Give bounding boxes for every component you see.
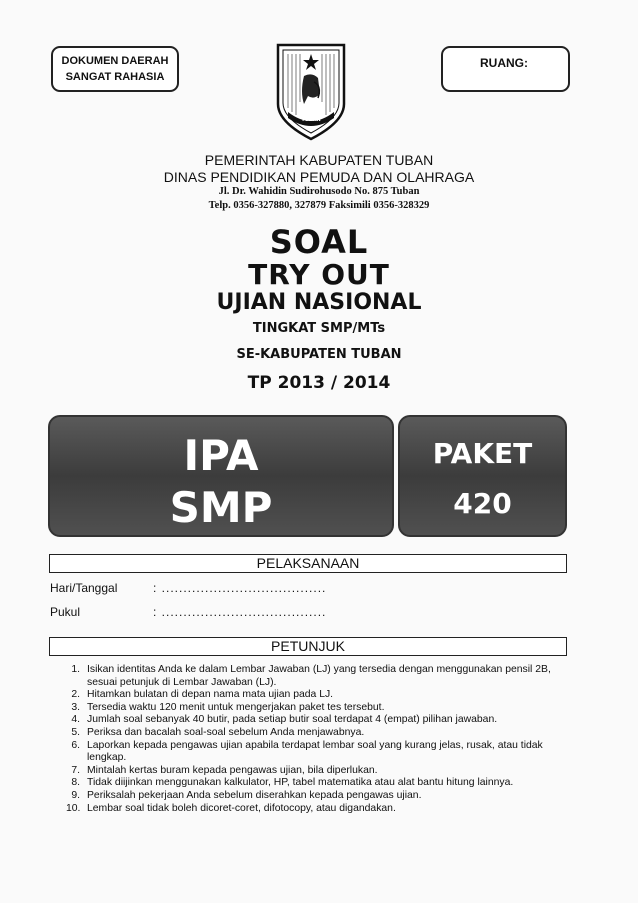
confidential-line-2: SANGAT RAHASIA xyxy=(65,71,165,83)
subject-name: IPA xyxy=(183,431,259,480)
time-label: Pukul xyxy=(50,605,81,619)
list-item: 7. Mintalah kertas buram kepada pengawas ujian, bila diperlukan. xyxy=(71,764,378,776)
regency-seal-icon xyxy=(274,42,348,142)
list-item: 2. Hitamkan bulatan di depan nama mata ujian pada LJ. xyxy=(71,689,334,701)
title-try-out: TRY OUT xyxy=(248,258,390,291)
title-region: SE-KABUPATEN TUBAN xyxy=(236,347,402,362)
list-item: 8. Tidak diijinkan menggunakan kalkulator, HP, tabel matematika atau alat bantu hitung lainnya. xyxy=(71,777,514,789)
title-ujian-nasional: UJIAN NASIONAL xyxy=(216,290,422,315)
package-panel xyxy=(398,415,567,537)
subject-panel xyxy=(48,415,394,537)
package-number: 420 xyxy=(453,487,512,520)
title-level: TINGKAT SMP/MTs xyxy=(252,321,386,336)
room-label: RUANG: xyxy=(480,56,528,70)
package-label: PAKET xyxy=(432,437,533,470)
title-school-year: TP 2013 / 2014 xyxy=(247,373,391,393)
seal-label: TUBAN xyxy=(301,117,321,123)
address-line: Jl. Dr. Wahidin Sudirohusodo No. 875 Tuban xyxy=(218,186,420,197)
instruction-list xyxy=(66,664,572,815)
gov-line-1: PEMERINTAH KABUPATEN TUBAN xyxy=(204,152,434,168)
list-item: 9. Periksalah pekerjaan Anda sebelum diserahkan kepada pengawas ujian. xyxy=(71,789,422,801)
list-item: 5. Periksa dan bacalah soal-soal sebelum Anda menjawabnya. xyxy=(71,726,365,738)
title-soal: SOAL xyxy=(269,223,369,261)
phone-line: Telp. 0356-327880, 327879 Faksimili 0356-328329 xyxy=(208,200,430,211)
pelaksanaan-heading: PELAKSANAAN xyxy=(49,554,567,573)
institution-address xyxy=(100,185,538,213)
date-label: Hari/Tanggal xyxy=(50,581,118,595)
confidential-line-1: DOKUMEN DAERAH xyxy=(61,55,169,67)
subject-level: SMP xyxy=(169,483,273,532)
gov-line-2: DINAS PENDIDIKAN PEMUDA DAN OLAHRAGA xyxy=(163,169,475,185)
list-item: 3. Tersedia waktu 120 menit untuk mengerjakan paket tes tersebut. xyxy=(71,701,385,713)
date-blank: : ...................................... xyxy=(153,581,327,595)
time-blank: : ...................................... xyxy=(153,605,327,619)
room-box xyxy=(441,46,570,92)
list-item: 6. Laporkan kepada pengawas ujian apabila terdapat lembar soal yang kurang jelas, rusak, atau tidak lengkap. xyxy=(71,739,543,764)
confidential-badge xyxy=(51,46,179,92)
list-item: 10. Lembar soal tidak boleh dicoret-coret, difotocopy, atau digandakan. xyxy=(66,802,396,814)
petunjuk-heading: PETUNJUK xyxy=(49,637,567,656)
institution-header xyxy=(100,152,538,186)
list-item: 4. Jumlah soal sebanyak 40 butir, pada setiap butir soal terdapat 4 (empat) pilihan jawaban. xyxy=(71,714,498,726)
list-item: 1. Isikan identitas Anda ke dalam Lembar Jawaban (LJ) yang tersedia dengan menggunakan pensil 2B, sesuai petunjuk di Lembar Jawaban (LJ). xyxy=(71,664,551,688)
